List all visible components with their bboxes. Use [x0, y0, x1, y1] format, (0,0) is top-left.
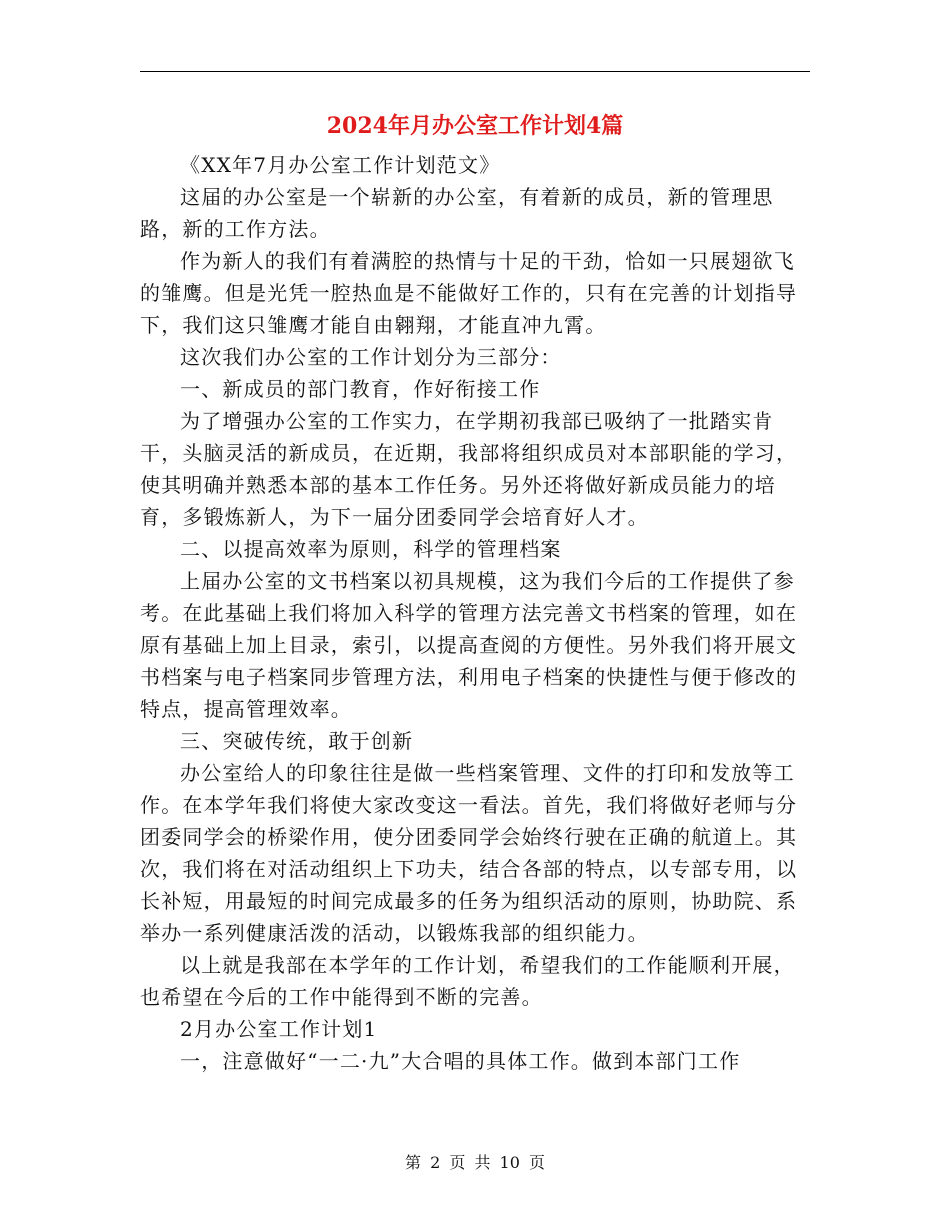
page-footer: 第 2 页 共 10 页 [405, 1153, 545, 1172]
section-heading: 三、突破传统，敢于创新 [180, 729, 414, 753]
document-body [140, 149, 810, 1077]
paragraph: 作为新人的我们有着满腔的热情与十足的干劲，恰如一只展翅欲飞的雏鹰。但是光凭一腔热血是不能做好工作的，只有在完善的计划指导下，我们这只雏鹰才能自由翱翔，才能直冲九霄。 [140, 249, 798, 337]
paragraph: 上届办公室的文书档案以初具规模，这为我们今后的工作提供了参考。在此基础上我们将加入科学的管理方法完善文书档案的管理，如在原有基础上加上目录，索引，以提高查阅的方便性。另外我们将开展文书档案与电子档案同步管理方法，利用电子档案的快捷性与便于修改的特点，提高管理效率。 [140, 569, 798, 721]
paragraph: 这届的办公室是一个崭新的办公室，有着新的成员，新的管理思路，新的工作方法。 [140, 185, 774, 241]
paragraph: 办公室给人的印象往往是做一些档案管理、文件的打印和发放等工作。在本学年我们将使大家改变这一看法。首先，我们将做好老师与分团委同学会的桥梁作用，使分团委同学会始终行驶在正确的航道上。其次，我们将在对活动组织上下功夫，结合各部的特点，以专部专用，以长补短，用最短的时间完成最多的任务为组织活动的原则，协助院、系举办一系列健康活泼的活动，以锻炼我部的组织能力。 [140, 761, 798, 945]
document-title: 2024年月办公室工作计划4篇 [326, 113, 624, 139]
section-heading: 一、新成员的部门教育，作好衔接工作 [180, 377, 541, 401]
header-rule [140, 71, 810, 72]
paragraph: 这次我们办公室的工作计划分为三部分： [180, 345, 562, 369]
paragraph: 《XX年7月办公室工作计划范文》 [180, 153, 501, 177]
section-heading: 二、以提高效率为原则，科学的管理档案 [180, 537, 562, 561]
paragraph: 为了增强办公室的工作实力，在学期初我部已吸纳了一批踏实肯干，头脑灵活的新成员，在近期，我部将组织成员对本部职能的学习，使其明确并熟悉本部的基本工作任务。另外还将做好新成员能力的培育，多锻炼新人，为下一届分团委同学会培育好人才。 [140, 409, 798, 529]
paragraph: 以上就是我部在本学年的工作计划，希望我们的工作能顺利开展，也希望在今后的工作中能得到不断的完善。 [140, 953, 795, 1009]
section-heading: 2月办公室工作计划1 [180, 1017, 378, 1041]
paragraph: 一，注意做好“一二·九”大合唱的具体工作。做到本部门工作 [180, 1049, 741, 1073]
